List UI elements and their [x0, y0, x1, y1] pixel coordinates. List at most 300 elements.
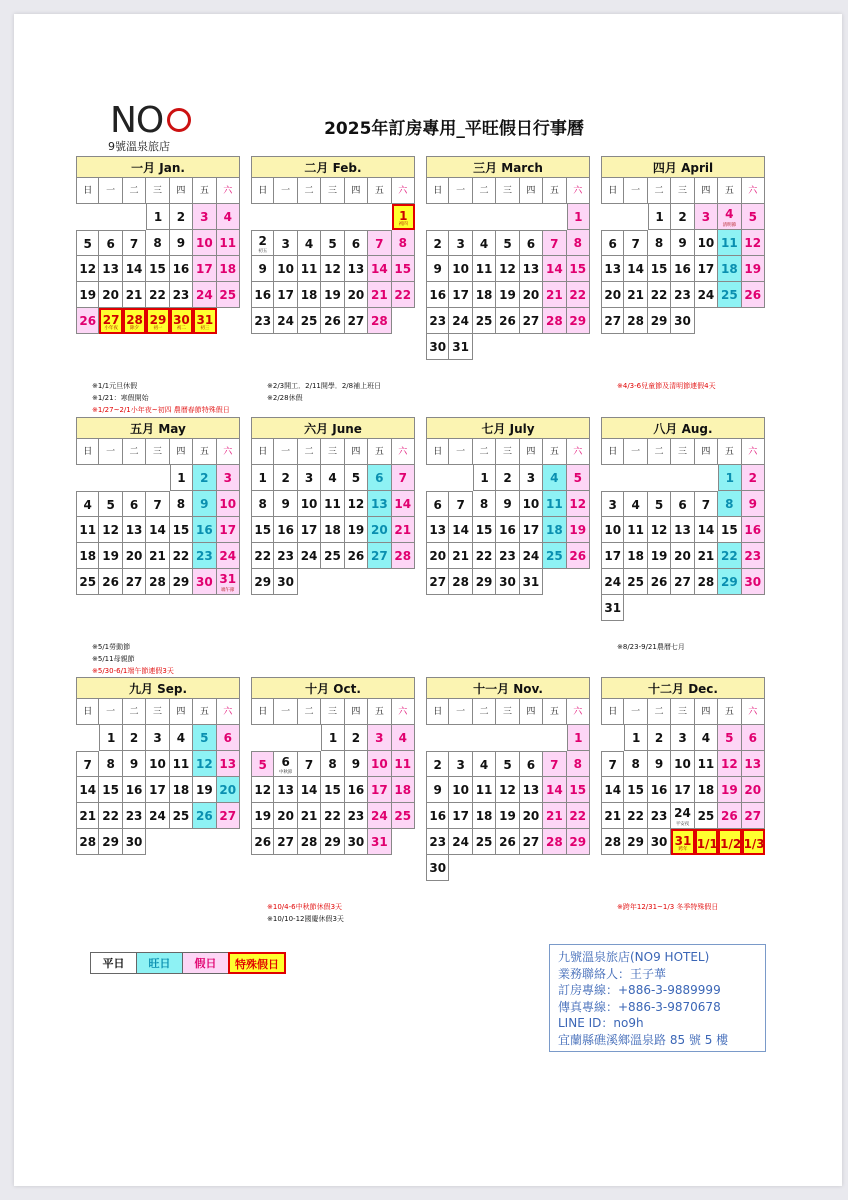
day-cell[interactable]: 16 [170, 256, 193, 282]
day-cell[interactable]: 17 [298, 517, 321, 543]
day-cell[interactable]: 6 [520, 230, 543, 256]
day-cell[interactable]: 25 [321, 543, 344, 569]
day-cell[interactable]: 17 [601, 543, 624, 569]
day-cell[interactable]: 15 [392, 256, 415, 282]
day-cell[interactable]: 5 [345, 465, 368, 491]
day-cell[interactable]: 11 [695, 751, 718, 777]
day-cell[interactable]: 3 [601, 491, 624, 517]
day-cell[interactable]: 27 [601, 308, 624, 334]
day-cell[interactable]: 23 [426, 829, 449, 855]
day-cell[interactable]: 10 [601, 517, 624, 543]
day-cell[interactable]: 12 [321, 256, 344, 282]
day-cell[interactable]: 12 [76, 256, 99, 282]
day-cell[interactable]: 28 [146, 569, 169, 595]
day-cell[interactable]: 7 [76, 751, 99, 777]
day-cell[interactable]: 15 [321, 777, 344, 803]
day-cell[interactable]: 6 [217, 725, 240, 751]
day-cell[interactable]: 19 [193, 777, 216, 803]
day-cell[interactable]: 14 [695, 517, 718, 543]
day-cell[interactable]: 19 [345, 517, 368, 543]
day-cell[interactable]: 30 [496, 569, 519, 595]
day-cell[interactable]: 12 [648, 517, 671, 543]
day-cell[interactable]: 24 [146, 803, 169, 829]
day-cell[interactable]: 16 [193, 517, 216, 543]
day-cell[interactable]: 15 [718, 517, 741, 543]
day-cell[interactable]: 19 [496, 282, 519, 308]
day-cell[interactable]: 31 [449, 334, 472, 360]
day-cell[interactable]: 3 [274, 230, 297, 256]
day-cell[interactable]: 30 [671, 308, 694, 334]
day-cell[interactable]: 7 [392, 465, 415, 491]
day-cell[interactable]: 13 [368, 491, 391, 517]
day-cell[interactable]: 15 [567, 777, 590, 803]
day-cell[interactable]: 14 [624, 256, 647, 282]
day-cell[interactable]: 1 初四 [392, 204, 415, 230]
day-cell[interactable]: 16 [345, 777, 368, 803]
day-cell[interactable]: 17 [146, 777, 169, 803]
day-cell[interactable]: 11 [718, 230, 741, 256]
day-cell[interactable]: 25 [217, 282, 240, 308]
day-cell[interactable]: 2 [426, 230, 449, 256]
day-cell[interactable]: 5 [99, 491, 122, 517]
day-cell[interactable]: 20 [274, 803, 297, 829]
day-cell[interactable]: 9 [648, 751, 671, 777]
day-cell[interactable]: 20 [742, 777, 765, 803]
day-cell[interactable]: 23 [742, 543, 765, 569]
day-cell[interactable]: 18 [624, 543, 647, 569]
day-cell[interactable]: 26 [251, 829, 274, 855]
day-cell[interactable]: 29 初一 [146, 308, 169, 334]
day-cell[interactable]: 9 [671, 230, 694, 256]
day-cell[interactable]: 21 [624, 282, 647, 308]
day-cell[interactable]: 16 [123, 777, 146, 803]
day-cell[interactable]: 20 [368, 517, 391, 543]
day-cell[interactable]: 5 [496, 751, 519, 777]
day-cell[interactable]: 28 [543, 308, 566, 334]
day-cell[interactable]: 6 [520, 751, 543, 777]
day-cell[interactable]: 15 [170, 517, 193, 543]
day-cell[interactable]: 13 [123, 517, 146, 543]
day-cell[interactable]: 1/2 [718, 829, 741, 855]
day-cell[interactable]: 10 [274, 256, 297, 282]
day-cell[interactable]: 17 [520, 517, 543, 543]
day-cell[interactable]: 9 [170, 230, 193, 256]
day-cell[interactable]: 27 [520, 308, 543, 334]
day-cell[interactable]: 10 [695, 230, 718, 256]
day-cell[interactable]: 5 [193, 725, 216, 751]
day-cell[interactable]: 5 [496, 230, 519, 256]
day-cell[interactable]: 7 [123, 230, 146, 256]
day-cell[interactable]: 24 [601, 569, 624, 595]
day-cell[interactable]: 27 [123, 569, 146, 595]
day-cell[interactable]: 27 小年夜 [99, 308, 122, 334]
day-cell[interactable]: 23 [123, 803, 146, 829]
day-cell[interactable]: 21 [146, 543, 169, 569]
day-cell[interactable]: 25 [170, 803, 193, 829]
day-cell[interactable]: 13 [671, 517, 694, 543]
day-cell[interactable]: 27 [742, 803, 765, 829]
day-cell[interactable]: 21 [601, 803, 624, 829]
day-cell[interactable]: 19 [496, 803, 519, 829]
day-cell[interactable]: 20 [520, 803, 543, 829]
day-cell[interactable]: 7 [601, 751, 624, 777]
day-cell[interactable]: 29 [648, 308, 671, 334]
day-cell[interactable]: 11 [543, 491, 566, 517]
day-cell[interactable]: 26 [76, 308, 99, 334]
day-cell[interactable]: 13 [345, 256, 368, 282]
day-cell[interactable]: 18 [392, 777, 415, 803]
day-cell[interactable]: 25 [76, 569, 99, 595]
day-cell[interactable]: 23 [648, 803, 671, 829]
day-cell[interactable]: 19 [567, 517, 590, 543]
day-cell[interactable]: 11 [321, 491, 344, 517]
day-cell[interactable]: 14 [601, 777, 624, 803]
day-cell[interactable]: 21 [543, 282, 566, 308]
day-cell[interactable]: 1 [567, 204, 590, 230]
day-cell[interactable]: 14 [449, 517, 472, 543]
day-cell[interactable]: 22 [624, 803, 647, 829]
day-cell[interactable]: 9 [193, 491, 216, 517]
day-cell[interactable]: 23 [170, 282, 193, 308]
day-cell[interactable]: 4 [76, 491, 99, 517]
day-cell[interactable]: 4 [392, 725, 415, 751]
day-cell[interactable]: 9 [251, 256, 274, 282]
day-cell[interactable]: 9 [274, 491, 297, 517]
day-cell[interactable]: 17 [449, 282, 472, 308]
day-cell[interactable]: 5 [648, 491, 671, 517]
day-cell[interactable]: 9 [426, 256, 449, 282]
day-cell[interactable]: 10 [193, 230, 216, 256]
day-cell[interactable]: 8 [567, 751, 590, 777]
day-cell[interactable]: 14 [123, 256, 146, 282]
day-cell[interactable]: 12 [718, 751, 741, 777]
day-cell[interactable]: 26 [718, 803, 741, 829]
day-cell[interactable]: 29 [251, 569, 274, 595]
day-cell[interactable]: 22 [648, 282, 671, 308]
day-cell[interactable]: 28 [392, 543, 415, 569]
day-cell[interactable]: 25 [298, 308, 321, 334]
day-cell[interactable]: 14 [392, 491, 415, 517]
day-cell[interactable]: 1/1 [695, 829, 718, 855]
day-cell[interactable]: 10 [671, 751, 694, 777]
day-cell[interactable]: 23 [345, 803, 368, 829]
day-cell[interactable]: 26 [496, 308, 519, 334]
day-cell[interactable]: 31 [601, 595, 624, 621]
day-cell[interactable]: 18 [298, 282, 321, 308]
day-cell[interactable]: 8 [392, 230, 415, 256]
day-cell[interactable]: 19 [648, 543, 671, 569]
day-cell[interactable]: 21 [392, 517, 415, 543]
day-cell[interactable]: 26 [648, 569, 671, 595]
day-cell[interactable]: 23 [426, 308, 449, 334]
day-cell[interactable]: 30 [648, 829, 671, 855]
day-cell[interactable]: 30 [123, 829, 146, 855]
day-cell[interactable]: 13 [742, 751, 765, 777]
day-cell[interactable]: 8 [99, 751, 122, 777]
day-cell[interactable]: 10 [449, 256, 472, 282]
day-cell[interactable]: 28 除夕 [123, 308, 146, 334]
day-cell[interactable]: 29 [718, 569, 741, 595]
day-cell[interactable]: 13 [520, 777, 543, 803]
day-cell[interactable]: 26 [345, 543, 368, 569]
day-cell[interactable]: 11 [76, 517, 99, 543]
day-cell[interactable]: 7 [146, 491, 169, 517]
day-cell[interactable]: 27 [217, 803, 240, 829]
day-cell[interactable]: 4 [217, 204, 240, 230]
day-cell[interactable]: 16 [251, 282, 274, 308]
day-cell[interactable]: 8 [648, 230, 671, 256]
day-cell[interactable]: 29 [567, 829, 590, 855]
day-cell[interactable]: 30 [426, 855, 449, 881]
day-cell[interactable]: 15 [473, 517, 496, 543]
day-cell[interactable]: 15 [99, 777, 122, 803]
day-cell[interactable]: 16 [648, 777, 671, 803]
day-cell[interactable]: 5 [251, 751, 274, 777]
day-cell[interactable]: 11 [473, 256, 496, 282]
day-cell[interactable]: 22 [473, 543, 496, 569]
day-cell[interactable]: 21 [543, 803, 566, 829]
day-cell[interactable]: 26 [496, 829, 519, 855]
day-cell[interactable]: 8 [567, 230, 590, 256]
day-cell[interactable]: 3 [217, 465, 240, 491]
day-cell[interactable]: 18 [473, 282, 496, 308]
day-cell[interactable]: 3 [146, 725, 169, 751]
day-cell[interactable]: 20 [426, 543, 449, 569]
day-cell[interactable]: 2 [170, 204, 193, 230]
day-cell[interactable]: 20 [345, 282, 368, 308]
day-cell[interactable]: 4 [298, 230, 321, 256]
day-cell[interactable]: 2 [496, 465, 519, 491]
day-cell[interactable]: 6 [123, 491, 146, 517]
day-cell[interactable]: 24 [695, 282, 718, 308]
day-cell[interactable]: 24 [520, 543, 543, 569]
day-cell[interactable]: 28 [76, 829, 99, 855]
day-cell[interactable]: 8 [251, 491, 274, 517]
day-cell[interactable]: 4 [473, 751, 496, 777]
day-cell[interactable]: 22 [392, 282, 415, 308]
day-cell[interactable]: 2 [123, 725, 146, 751]
day-cell[interactable]: 15 [567, 256, 590, 282]
day-cell[interactable]: 17 [449, 803, 472, 829]
day-cell[interactable]: 4 [695, 725, 718, 751]
day-cell[interactable]: 25 [695, 803, 718, 829]
day-cell[interactable]: 1 [170, 465, 193, 491]
day-cell[interactable]: 10 [368, 751, 391, 777]
day-cell[interactable]: 12 [496, 256, 519, 282]
day-cell[interactable]: 23 [274, 543, 297, 569]
day-cell[interactable]: 10 [146, 751, 169, 777]
day-cell[interactable]: 29 [567, 308, 590, 334]
day-cell[interactable]: 29 [99, 829, 122, 855]
day-cell[interactable]: 19 [76, 282, 99, 308]
day-cell[interactable]: 23 [193, 543, 216, 569]
day-cell[interactable]: 18 [76, 543, 99, 569]
day-cell[interactable]: 6 [671, 491, 694, 517]
day-cell[interactable]: 14 [543, 256, 566, 282]
day-cell[interactable]: 30 [345, 829, 368, 855]
day-cell[interactable]: 18 [321, 517, 344, 543]
day-cell[interactable]: 28 [449, 569, 472, 595]
day-cell[interactable]: 4 [543, 465, 566, 491]
day-cell[interactable]: 21 [449, 543, 472, 569]
day-cell[interactable]: 17 [217, 517, 240, 543]
day-cell[interactable]: 5 [718, 725, 741, 751]
day-cell[interactable]: 27 [520, 829, 543, 855]
day-cell[interactable]: 1 [567, 725, 590, 751]
day-cell[interactable]: 9 [742, 491, 765, 517]
day-cell[interactable]: 8 [718, 491, 741, 517]
day-cell[interactable]: 31 [520, 569, 543, 595]
day-cell[interactable]: 11 [473, 777, 496, 803]
day-cell[interactable]: 7 [624, 230, 647, 256]
day-cell[interactable]: 6 [601, 230, 624, 256]
day-cell[interactable]: 23 [496, 543, 519, 569]
day-cell[interactable]: 8 [473, 491, 496, 517]
day-cell[interactable]: 14 [76, 777, 99, 803]
day-cell[interactable]: 18 [217, 256, 240, 282]
day-cell[interactable]: 16 [496, 517, 519, 543]
day-cell[interactable]: 14 [368, 256, 391, 282]
day-cell[interactable]: 3 [671, 725, 694, 751]
day-cell[interactable]: 5 [742, 204, 765, 230]
day-cell[interactable]: 29 [321, 829, 344, 855]
day-cell[interactable]: 9 [345, 751, 368, 777]
day-cell[interactable]: 1 [718, 465, 741, 491]
day-cell[interactable]: 17 [671, 777, 694, 803]
day-cell[interactable]: 6 [99, 230, 122, 256]
day-cell[interactable]: 21 [695, 543, 718, 569]
day-cell[interactable]: 27 [345, 308, 368, 334]
day-cell[interactable]: 10 [217, 491, 240, 517]
day-cell[interactable]: 27 [426, 569, 449, 595]
day-cell[interactable]: 8 [146, 230, 169, 256]
day-cell[interactable]: 30 [426, 334, 449, 360]
day-cell[interactable]: 2 [345, 725, 368, 751]
day-cell[interactable]: 25 [543, 543, 566, 569]
day-cell[interactable]: 24 [298, 543, 321, 569]
day-cell[interactable]: 24 [449, 829, 472, 855]
day-cell[interactable]: 28 [368, 308, 391, 334]
day-cell[interactable]: 9 [496, 491, 519, 517]
day-cell[interactable]: 19 [742, 256, 765, 282]
day-cell[interactable]: 6 中秋節 [274, 751, 297, 777]
day-cell[interactable]: 16 [426, 282, 449, 308]
day-cell[interactable]: 21 [76, 803, 99, 829]
day-cell[interactable]: 14 [146, 517, 169, 543]
day-cell[interactable]: 7 [449, 491, 472, 517]
day-cell[interactable]: 20 [217, 777, 240, 803]
day-cell[interactable]: 5 [567, 465, 590, 491]
day-cell[interactable]: 18 [543, 517, 566, 543]
day-cell[interactable]: 4 [624, 491, 647, 517]
day-cell[interactable]: 2 [648, 725, 671, 751]
day-cell[interactable]: 28 [298, 829, 321, 855]
day-cell[interactable]: 22 [718, 543, 741, 569]
day-cell[interactable]: 10 [520, 491, 543, 517]
day-cell[interactable]: 22 [251, 543, 274, 569]
day-cell[interactable]: 22 [146, 282, 169, 308]
day-cell[interactable]: 17 [274, 282, 297, 308]
day-cell[interactable]: 28 [543, 829, 566, 855]
day-cell[interactable]: 3 [520, 465, 543, 491]
day-cell[interactable]: 11 [170, 751, 193, 777]
day-cell[interactable]: 12 [742, 230, 765, 256]
day-cell[interactable]: 3 [368, 725, 391, 751]
day-cell[interactable]: 29 [473, 569, 496, 595]
day-cell[interactable]: 17 [193, 256, 216, 282]
day-cell[interactable]: 15 [251, 517, 274, 543]
day-cell[interactable]: 3 [449, 230, 472, 256]
day-cell[interactable]: 30 [193, 569, 216, 595]
day-cell[interactable]: 18 [718, 256, 741, 282]
day-cell[interactable]: 26 [99, 569, 122, 595]
day-cell[interactable]: 19 [718, 777, 741, 803]
day-cell[interactable]: 31 初三 [193, 308, 216, 334]
day-cell[interactable]: 7 [543, 751, 566, 777]
day-cell[interactable]: 22 [567, 803, 590, 829]
day-cell[interactable]: 2 [671, 204, 694, 230]
day-cell[interactable]: 1 [146, 204, 169, 230]
day-cell[interactable]: 7 [298, 751, 321, 777]
day-cell[interactable]: 27 [274, 829, 297, 855]
day-cell[interactable]: 4 [170, 725, 193, 751]
day-cell[interactable]: 11 [392, 751, 415, 777]
day-cell[interactable]: 24 [217, 543, 240, 569]
day-cell[interactable]: 4 [473, 230, 496, 256]
day-cell[interactable]: 22 [321, 803, 344, 829]
day-cell[interactable]: 26 [567, 543, 590, 569]
day-cell[interactable]: 11 [624, 517, 647, 543]
day-cell[interactable]: 17 [695, 256, 718, 282]
day-cell[interactable]: 12 [251, 777, 274, 803]
day-cell[interactable]: 13 [601, 256, 624, 282]
day-cell[interactable]: 1 [251, 465, 274, 491]
day-cell[interactable]: 20 [520, 282, 543, 308]
day-cell[interactable]: 2 [274, 465, 297, 491]
day-cell[interactable]: 15 [146, 256, 169, 282]
day-cell[interactable]: 3 [193, 204, 216, 230]
day-cell[interactable]: 28 [695, 569, 718, 595]
day-cell[interactable]: 2 初五 [251, 230, 274, 256]
day-cell[interactable]: 23 [251, 308, 274, 334]
day-cell[interactable]: 11 [298, 256, 321, 282]
day-cell[interactable]: 22 [99, 803, 122, 829]
day-cell[interactable]: 21 [298, 803, 321, 829]
day-cell[interactable]: 18 [695, 777, 718, 803]
day-cell[interactable]: 21 [368, 282, 391, 308]
day-cell[interactable]: 17 [368, 777, 391, 803]
day-cell[interactable]: 24 [274, 308, 297, 334]
day-cell[interactable]: 19 [99, 543, 122, 569]
day-cell[interactable]: 24 平安夜 [671, 803, 694, 829]
day-cell[interactable]: 10 [449, 777, 472, 803]
day-cell[interactable]: 24 [449, 308, 472, 334]
day-cell[interactable]: 13 [99, 256, 122, 282]
day-cell[interactable]: 1/3 [742, 829, 765, 855]
day-cell[interactable]: 9 [123, 751, 146, 777]
day-cell[interactable]: 8 [624, 751, 647, 777]
day-cell[interactable]: 24 [193, 282, 216, 308]
day-cell[interactable]: 19 [321, 282, 344, 308]
day-cell[interactable]: 24 [368, 803, 391, 829]
day-cell[interactable]: 3 [449, 751, 472, 777]
day-cell[interactable]: 9 [426, 777, 449, 803]
day-cell[interactable]: 25 [624, 569, 647, 595]
day-cell[interactable]: 14 [543, 777, 566, 803]
day-cell[interactable]: 13 [217, 751, 240, 777]
day-cell[interactable]: 31 [368, 829, 391, 855]
day-cell[interactable]: 22 [567, 282, 590, 308]
